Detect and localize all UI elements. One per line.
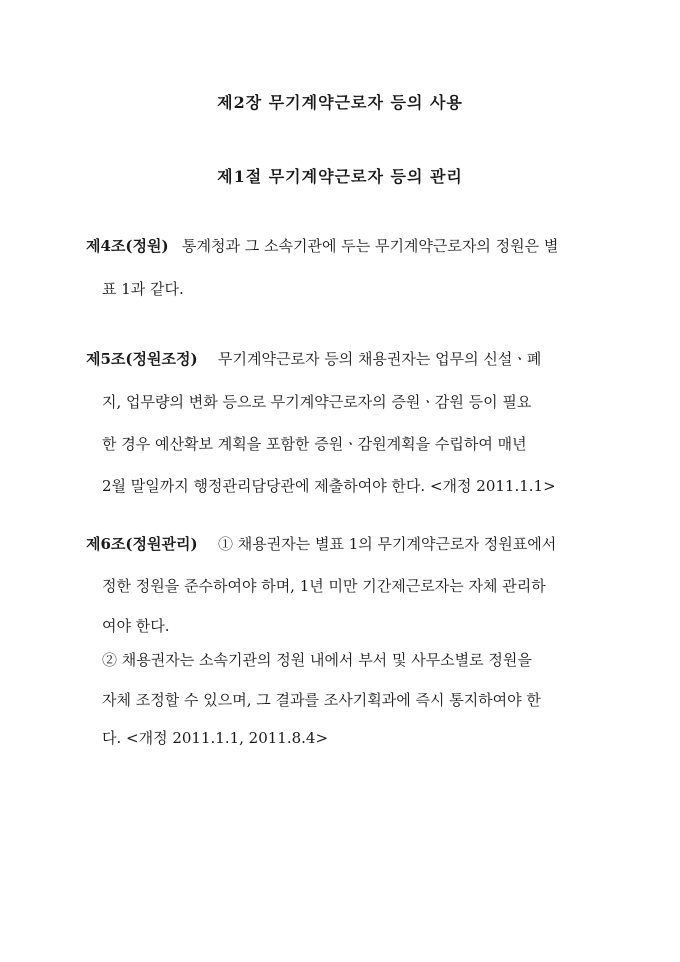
article-6-text: ② 채용권자는 소속기관의 정원 내에서 부서 및 사무소별로 정원을	[102, 651, 532, 669]
article-5-text: 2월 말일까지 행정관리담당관에 제출하여야 한다. <개정 2011.1.1>	[102, 477, 556, 495]
article-4-text: 표 1과 같다.	[102, 280, 184, 298]
article-5-text: 한 경우 예산확보 계획을 포함한 증원ㆍ감원계획을 수립하여 매년	[102, 435, 527, 453]
section-title: 제1절 무기계약근로자 등의 관리	[217, 167, 463, 186]
article-6-text: 정한 정원을 준수하여야 하며, 1년 미만 기간제근로자는 자체 관리하	[102, 577, 546, 595]
article-5-text: 무기계약근로자 등의 채용권자는 업무의 신설ㆍ폐	[218, 350, 542, 368]
article-5-heading: 제5조(정원조정)	[86, 350, 198, 368]
article-6-text: ① 채용권자는 별표 1의 무기계약근로자 정원표에서	[218, 535, 557, 553]
article-6-text: 다. <개정 2011.1.1, 2011.8.4>	[102, 729, 329, 747]
article-6-text: 자체 조정할 수 있으며, 그 결과를 조사기획과에 즉시 통지하여야 한	[102, 691, 541, 709]
article-5-text: 지, 업무량의 변화 등으로 무기계약근로자의 증원ㆍ감원 등이 필요	[102, 393, 532, 411]
article-6-text: 여야 한다.	[102, 617, 170, 635]
article-6-heading: 제6조(정원관리)	[86, 535, 198, 553]
article-4-text: 통계청과 그 소속기관에 두는 무기계약근로자의 정원은 별	[182, 237, 559, 255]
article-4-heading: 제4조(정원)	[86, 237, 169, 255]
chapter-title: 제2장 무기계약근로자 등의 사용	[217, 93, 463, 112]
